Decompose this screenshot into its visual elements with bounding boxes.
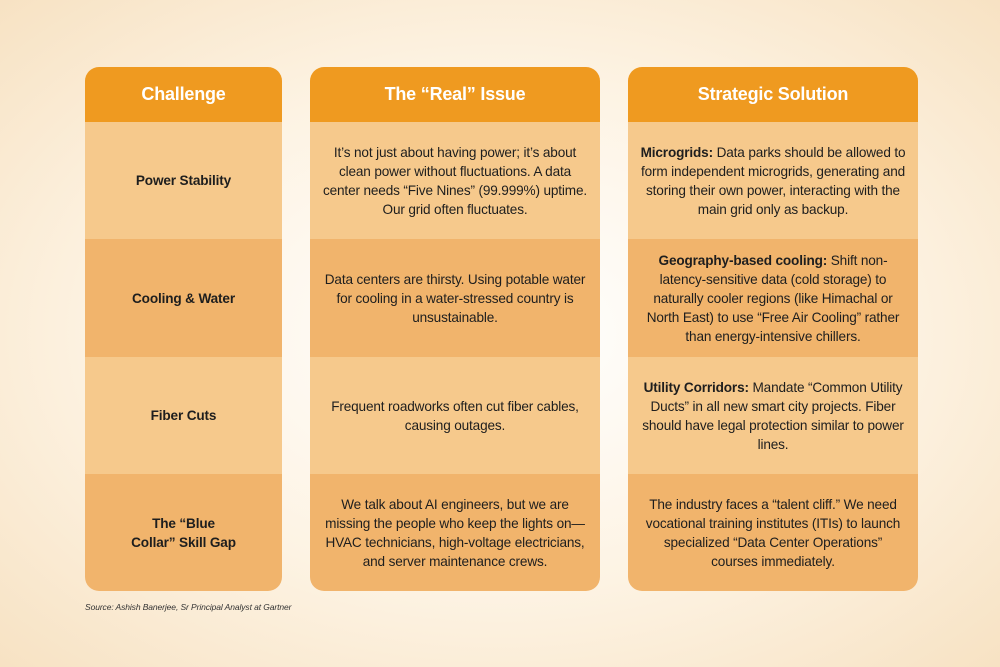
challenge-header: Challenge bbox=[85, 67, 282, 122]
challenge-cell-skill bbox=[85, 474, 282, 591]
challenge-text: Cooling & Water bbox=[132, 290, 235, 306]
solution-cell-cooling bbox=[628, 239, 918, 357]
challenge-text: Power Stability bbox=[135, 173, 232, 188]
challenge-cell-fiber bbox=[85, 357, 282, 474]
solution-body: Shift non-latency-sensitive data (cold storage) to naturally cooler regions (like Himachal or North East) to use “Free Air Cooling” rather than energy-intensive chillers. bbox=[646, 252, 900, 344]
issue-header: The “Real” Issue bbox=[310, 67, 600, 122]
issue-text: Frequent roadworks often cut fiber cables, causing outages. bbox=[331, 398, 579, 433]
challenge-cell-power bbox=[85, 122, 282, 239]
solution-text bbox=[640, 143, 906, 219]
challenge-cell-cooling bbox=[85, 239, 282, 357]
solution-cell-skill bbox=[628, 474, 918, 591]
solution-column bbox=[628, 67, 918, 591]
issue-cell-cooling bbox=[310, 239, 600, 357]
solution-header: Strategic Solution bbox=[628, 67, 918, 122]
issue-text: We talk about AI engineers, but we are missing the people who keep the lights on—HVAC technicians, high-voltage electricians, and server maintenance crews. bbox=[325, 496, 585, 569]
solution-lead: Geography-based cooling: bbox=[658, 252, 828, 268]
solution-cell-power bbox=[628, 122, 918, 239]
solution-text bbox=[640, 251, 906, 346]
challenge-text: The “Blue Collar” Skill Gap bbox=[131, 515, 236, 550]
solution-cell-fiber bbox=[628, 357, 918, 474]
issue-column bbox=[310, 67, 600, 591]
solution-lead: Utility Corridors: bbox=[643, 379, 749, 395]
issue-text: It’s not just about having power; it’s about clean power without fluctuations. A data center needs “Five Nines” (99.999%) uptime. Our grid often fluctuates. bbox=[322, 144, 588, 217]
solution-body: Data parks should be allowed to form independent microgrids, generating and storing their own power, interacting with the main grid only as backup. bbox=[640, 144, 906, 217]
issue-text: Data centers are thirsty. Using potable water for cooling in a water-stressed country is unsustainable. bbox=[324, 271, 586, 325]
solution-text bbox=[640, 378, 906, 454]
issue-cell-power bbox=[310, 122, 600, 239]
solution-body: Mandate “Common Utility Ducts” in all new smart city projects. Fiber should have legal protection similar to power lines. bbox=[642, 379, 904, 452]
issue-cell-skill bbox=[310, 474, 600, 591]
challenge-column bbox=[85, 67, 282, 591]
solution-lead: Microgrids: bbox=[640, 144, 713, 160]
solution-text bbox=[640, 495, 906, 571]
solution-body: The industry faces a “talent cliff.” We need vocational training institutes (ITIs) to launch specialized “Data Center Operations” courses immediately. bbox=[645, 496, 901, 569]
source-note: Source: Ashish Banerjee, Sr Principal Analyst at Gartner bbox=[85, 602, 292, 612]
challenge-text: Fiber Cuts bbox=[150, 408, 217, 423]
issue-cell-fiber bbox=[310, 357, 600, 474]
